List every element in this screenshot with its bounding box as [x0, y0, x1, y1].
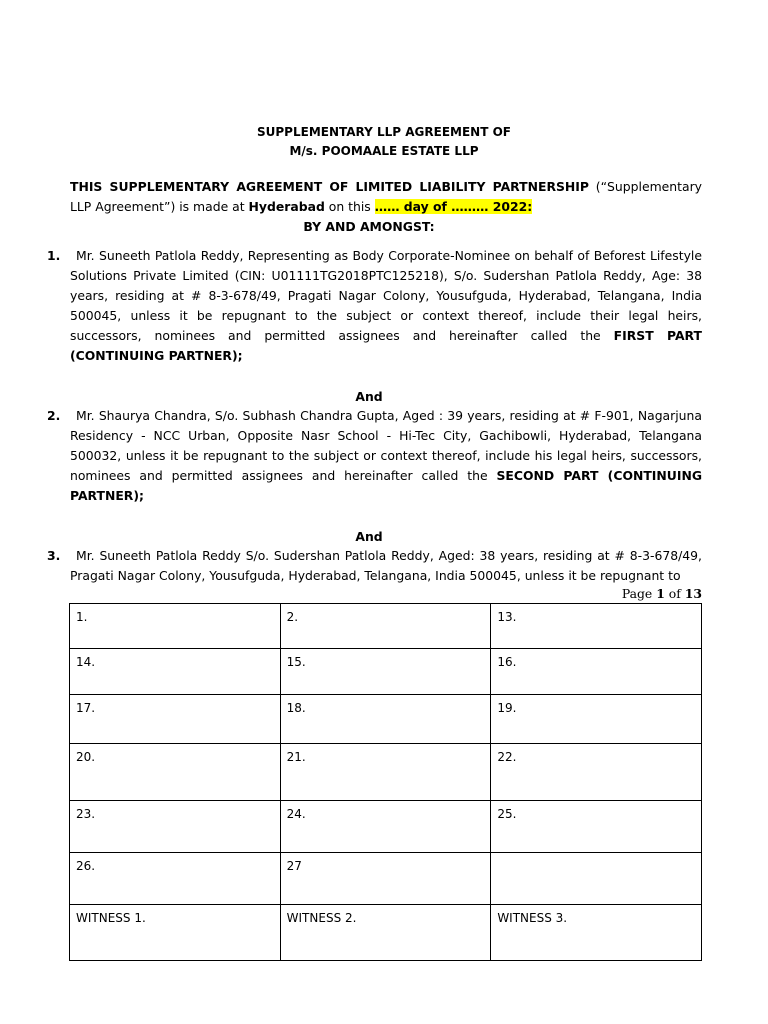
table-row	[70, 853, 702, 905]
signature-cell: 1.	[70, 604, 281, 649]
party-3-text: Mr. Suneeth Patlola Reddy S/o. Sudershan Patlola Reddy, Aged: 38 years, residing at # 8-3-678/49, Pragati Nagar Colony, Yousufguda, Hyderabad, Telangana, India 500045, unless it be repugnant to	[70, 548, 702, 583]
signature-cell: 23.	[70, 801, 281, 853]
signature-cell: 18.	[280, 695, 491, 744]
party-2-paragraph	[70, 406, 702, 506]
party-3-number: 3.	[47, 548, 61, 563]
signature-cell: 27	[280, 853, 491, 905]
signature-cell	[491, 853, 702, 905]
table-row	[70, 905, 702, 961]
table-row	[70, 801, 702, 853]
intro-text-2: on this	[324, 199, 375, 214]
signature-cell: 24.	[280, 801, 491, 853]
witness-cell: WITNESS 3.	[491, 905, 702, 961]
page-number-of: of	[664, 586, 685, 601]
witness-cell: WITNESS 1.	[70, 905, 281, 961]
signature-cell: 2.	[280, 604, 491, 649]
party-2-number: 2.	[47, 408, 61, 423]
document-title-line1: SUPPLEMENTARY LLP AGREEMENT OF	[257, 125, 511, 139]
party-1-number: 1.	[47, 248, 61, 263]
signature-cell: 16.	[491, 649, 702, 695]
intro-place: Hyderabad	[248, 199, 325, 214]
signature-cell: 14.	[70, 649, 281, 695]
party-2-role: SECOND PART (CONTINUING PARTNER);	[70, 468, 702, 503]
by-and-amongst-heading: BY AND AMONGST:	[303, 219, 435, 234]
and-separator-1: And	[355, 389, 383, 404]
page-number-total: 13	[684, 586, 702, 601]
signature-cell: 21.	[280, 744, 491, 801]
witness-cell: WITNESS 2.	[280, 905, 491, 961]
table-row	[70, 604, 702, 649]
signature-cell: 26.	[70, 853, 281, 905]
intro-bold-title: THIS SUPPLEMENTARY AGREEMENT OF LIMITED LIABILITY PARTNERSHIP	[70, 179, 589, 194]
document-title-line2: M/s. POOMAALE ESTATE LLP	[289, 144, 479, 158]
party-2-text: Mr. Shaurya Chandra, S/o. Subhash Chandra Gupta, Aged : 39 years, residing at # F-901, Nagarjuna Residency - NCC Urban, Opposite Nasr School - Hi-Tec City, Gachibowli, Hyderabad, Telangana 500032, unless it be repugnant to the subject or context thereof, include his legal heirs, successors, nominees and permitted assignees and hereinafter called the	[70, 408, 702, 483]
party-3-paragraph	[70, 546, 702, 586]
page-number-prefix: Page	[621, 586, 657, 601]
signature-cell: 20.	[70, 744, 281, 801]
party-1-paragraph	[70, 246, 702, 366]
signature-cell: 25.	[491, 801, 702, 853]
signature-cell: 17.	[70, 695, 281, 744]
and-separator-2: And	[355, 529, 383, 544]
table-row	[70, 649, 702, 695]
intro-date-highlight: …… day of ……… 2022:	[374, 199, 533, 214]
table-row	[70, 744, 702, 801]
intro-text-1: (“Supplementary LLP Agreement”) is made at	[70, 179, 702, 214]
party-1-role: FIRST PART (CONTINUING PARTNER);	[70, 328, 702, 363]
party-1-text: Mr. Suneeth Patlola Reddy, Representing as Body Corporate-Nominee on behalf of Beforest Lifestyle Solutions Private Limited (CIN: U01111TG2018PTC125218), S/o. Sudershan Patlola Reddy, Age: 38 years, residing at # 8-3-678/49, Pragati Nagar Colony, Yousufguda, Hyderabad, Telangana, India 500045, unless it be repugnant to the subject or context thereof, include their legal heirs, successors, nominees and permitted assignees and hereinafter called the	[70, 248, 702, 343]
signature-cell: 22.	[491, 744, 702, 801]
signature-cell: 13.	[491, 604, 702, 649]
intro-paragraph	[70, 177, 702, 217]
signature-cell: 15.	[280, 649, 491, 695]
page-number	[622, 586, 702, 601]
signature-cell: 19.	[491, 695, 702, 744]
signature-table	[69, 603, 702, 961]
page-number-current: 1	[656, 586, 665, 601]
table-row	[70, 695, 702, 744]
